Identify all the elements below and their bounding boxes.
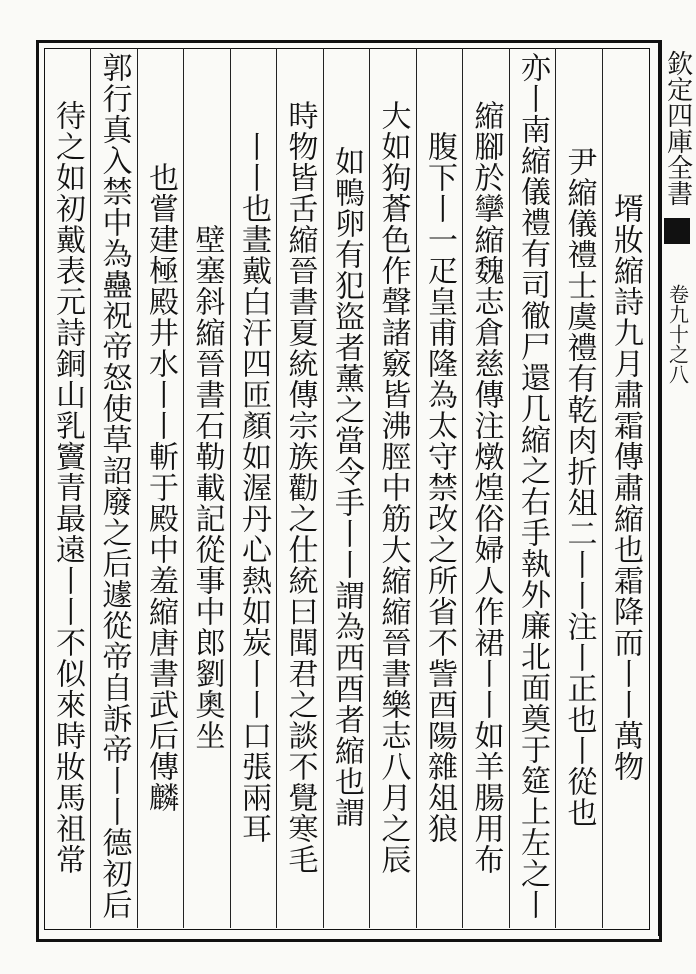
column-rule	[509, 48, 510, 928]
text-column: 如鴨卵有犯盜者薰之當令手丨丨謂為西酉者縮也謂	[329, 146, 364, 828]
column-rule	[462, 48, 463, 928]
column-rule	[602, 48, 603, 928]
column-rule	[183, 48, 184, 928]
text-column: 亦丨南縮儀禮有司徹尸還几縮之右手執外廉北面奠于筵上左之丨	[515, 52, 550, 920]
text-column: 也嘗建極殿井水丨丨斬于殿中羞縮唐書武后傳麟	[143, 161, 178, 813]
column-rule	[555, 48, 556, 928]
text-column: 時物皆舌縮晉書夏統傳宗族勸之仕統曰聞君之談不覺寒毛	[282, 99, 318, 875]
book-title: 欽定四庫全書	[662, 50, 693, 206]
column-rule	[369, 48, 370, 928]
column-rule	[137, 48, 138, 928]
text-column: 尹縮儀禮士虞禮有乾肉折俎二丨丨注丨正也丨從也	[561, 146, 597, 828]
column-rule	[276, 48, 277, 928]
column-rule	[416, 48, 417, 928]
text-column: 腹下丨一疋皇甫隆為太守禁改之所省不訾酉陽雜俎狼	[422, 130, 457, 844]
text-column: 壁塞斜縮晉書石勒載記從事中郎劉奧坐	[189, 223, 225, 751]
text-column: 郭行真入禁中為蠱祝帝怒使草詔廢之后遽從帝自訴帝丨丨德初后	[96, 52, 132, 920]
fish-tail-mark	[664, 218, 690, 244]
text-column: 縮腳於攣縮魏志倉慈傳注燉煌俗婦人作裙丨丨如羊腸用布	[468, 99, 504, 875]
column-rule	[230, 48, 231, 928]
text-column: 壻妝縮詩九月肅霜傳肅縮也霜降而丨丨萬物	[608, 192, 643, 782]
text-column: 大如狗蒼色作聲諸竅皆沸脛中筋大縮縮晉書樂志八月之辰	[375, 99, 411, 875]
text-column: 丨丨也晝戴白汗四匝顏如渥丹心熱如炭丨丨口張兩耳	[236, 130, 271, 844]
text-column: 待之如初戴表元詩銅山乳竇青最遠丨丨不似來時妝馬祖常	[50, 99, 85, 875]
juan-number: 卷九十之八	[665, 284, 690, 384]
column-rule	[90, 48, 91, 928]
column-rule	[323, 48, 324, 928]
margin-strip	[658, 40, 694, 936]
